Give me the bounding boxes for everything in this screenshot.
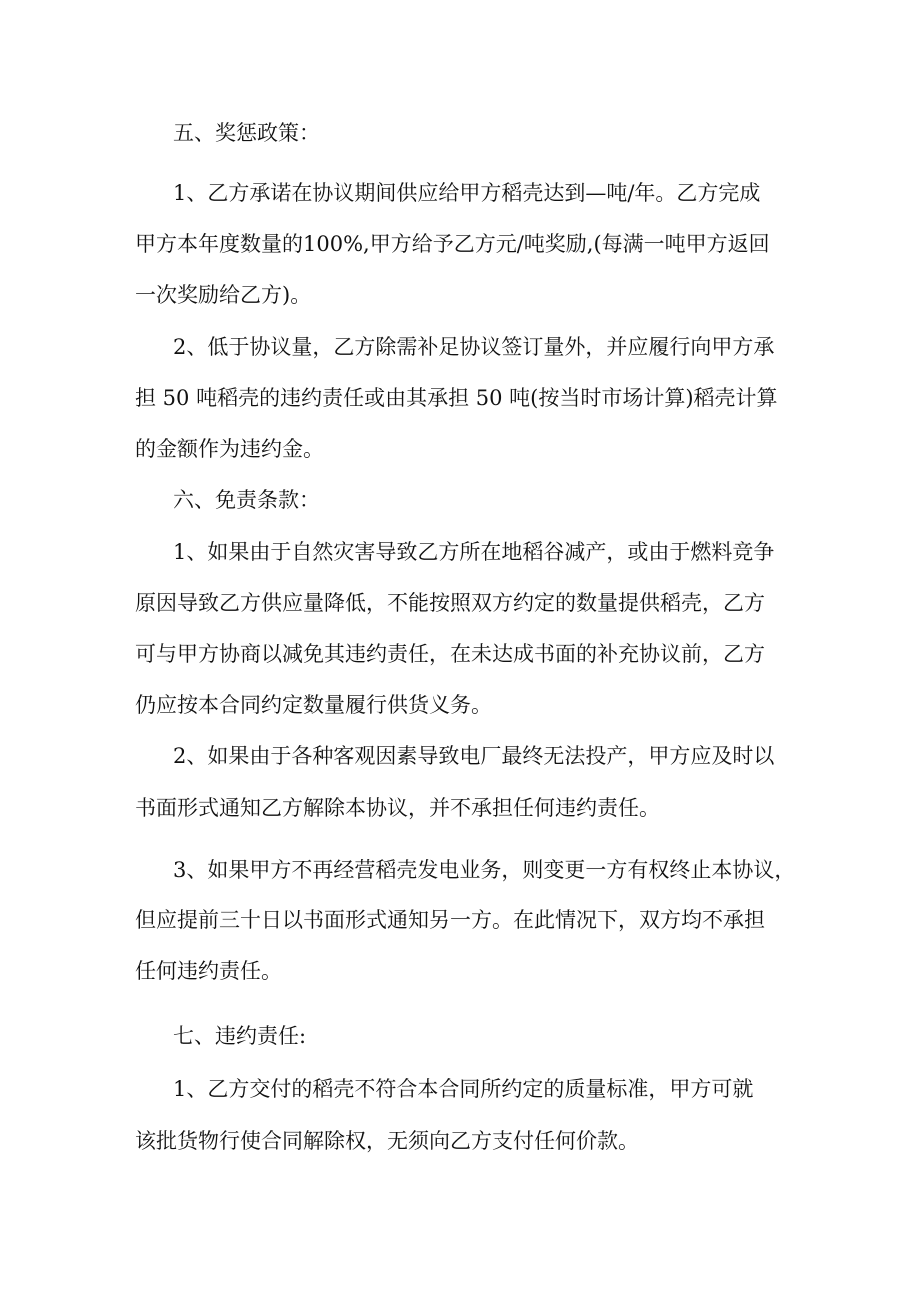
paragraph-line: 1、乙方承诺在协议期间供应给甲方稻壳达到—吨/年。乙方完成: [173, 181, 761, 205]
paragraph-line: 担 50 吨稻壳的违约责任或由其承担 50 吨(按当时市场计算)稻壳计算: [135, 386, 778, 410]
section-heading-disclaimer: 六、免责条款：: [173, 488, 320, 512]
paragraph-line: 甲方本年度数量的100%,甲方给予乙方元/吨奖励,(每满一吨甲方返回: [135, 232, 770, 256]
paragraph-line: 书面形式通知乙方解除本协议，并不承担任何违约责任。: [135, 796, 660, 820]
paragraph-line: 该批货物行使合同解除权，无须向乙方支付任何价款。: [135, 1129, 639, 1153]
paragraph-line: 3、如果甲方不再经营稻壳发电业务，则变更一方有权终止本协议，: [173, 858, 796, 882]
paragraph-line: 可与甲方协商以减免其违约责任，在未达成书面的补充协议前，乙方: [135, 642, 765, 666]
section-heading-liability: 七、违约责任:: [173, 1024, 307, 1048]
section-heading-rewards-penalties: 五、奖惩政策：: [173, 121, 320, 145]
paragraph-line: 原因导致乙方供应量降低，不能按照双方约定的数量提供稻壳，乙方: [135, 591, 765, 615]
paragraph-line: 一次奖励给乙方)。: [135, 283, 312, 307]
paragraph-line: 1、乙方交付的稻壳不符合本合同所约定的质量标准，甲方可就: [173, 1077, 754, 1101]
paragraph-line: 任何违约责任。: [135, 959, 282, 983]
paragraph-line: 的金额作为违约金。: [135, 437, 324, 461]
paragraph-line: 仍应按本合同约定数量履行供货义务。: [135, 693, 492, 717]
paragraph-line: 2、如果由于各种客观因素导致电厂最终无法投产，甲方应及时以: [173, 744, 775, 768]
paragraph-line: 1、如果由于自然灾害导致乙方所在地稻谷减产，或由于燃料竞争: [173, 540, 775, 564]
paragraph-line: 但应提前三十日以书面形式通知另一方。在此情况下，双方均不承担: [135, 908, 765, 932]
paragraph-line: 2、低于协议量，乙方除需补足协议签订量外，并应履行向甲方承: [173, 335, 775, 359]
